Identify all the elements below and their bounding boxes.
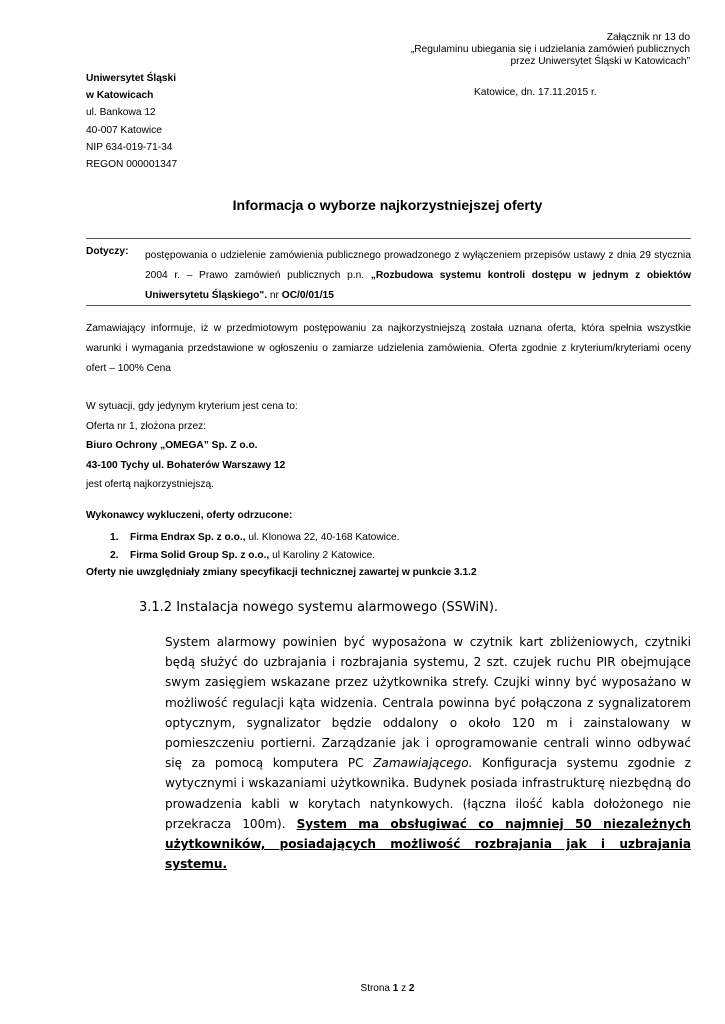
dotyczy-number: OC/0/01/15 <box>281 290 334 301</box>
list-item-number: 1. <box>110 532 119 543</box>
winner-line-2: Oferta nr 1, złożona przez: <box>86 420 207 432</box>
dotyczy-text-1: postępowania o udzielenie zamówienia publicznego prowadzonego z wyłączeniem przepisów ustawy z dnia 29 stycznia 2004 r. – Prawo zamówień publicznych p.n. <box>145 250 691 281</box>
winner-block <box>86 397 298 495</box>
section-body-2: Konfiguracja systemu zgodnie z wytycznymi i wskazaniami użytkownika. Budynek posiada infrastrukturę niezbędną do prowadzenia kabli w korytach natynkowych. (łączna ilość kabla dołożonego nie przekracza 100m). <box>165 756 691 831</box>
intro-paragraph: Zamawiający informuje, iż w przedmiotowym postępowaniu za najkorzystniejszą została uznana oferta, która spełnia wszystkie warunki i wymagania przedstawione w ogłoszeniu o zamiarze udzielenia zamówienia. Oferta zgodnie z kryterium/kryteriami oceny ofert – 100% Cena <box>86 323 691 374</box>
section-body-1: System alarmowy powinien być wyposażona w czytnik kart zbliżeniowych, czytniki będą służyć do uzbrajania i rozbrajania systemu, 2 szt. czujek ruchu PIR obejmujące swym zasięgiem wskazane przez użytkownika strefy. Czujki winny być wyposażano w możliwość regulacji kąta widzenia. Centrala powinna być połączona z sygnalizatorem optycznym, sygnalizator będzie oddalony o około 120 m i zainstalowany w pomieszczeniu portierni. Zarządzanie jak i oprogramowanie centrali winno odbywać się za pomocą komputera PC <box>165 635 691 771</box>
winner-company: Biuro Ochrony „OMEGA” Sp. Z o.o. <box>86 440 258 452</box>
page-footer <box>0 983 725 994</box>
list-item <box>110 529 400 547</box>
dotyczy-label: Dotyczy: <box>86 246 129 257</box>
list-item-number: 2. <box>110 550 119 561</box>
org-name-1: Uniwersytet Śląski <box>86 73 177 84</box>
excluded-heading: Wykonawcy wykluczeni, oferty odrzucone: <box>86 510 293 521</box>
dotyczy-text-2: nr <box>267 290 282 301</box>
org-city: 40-007 Katowice <box>86 124 162 136</box>
section-body-bold: System ma obsługiwać co najmniej 50 niezależnych użytkowników, posiadających możliwość rozbrajania jak i uzbrajania systemu. <box>165 816 691 872</box>
footer-page: 1 <box>392 983 399 994</box>
attachment-line-3: przez Uniwersytet Śląski w Katowicach” <box>510 56 690 67</box>
list-item-address: ul. Klonowa 22, 40-168 Katowice. <box>245 532 400 543</box>
list-item-name: Firma Solid Group Sp. z o.o., <box>130 550 270 561</box>
attachment-line-1: Załącznik nr 13 do <box>606 32 690 43</box>
footer-mid: z <box>398 983 409 994</box>
section-heading: 3.1.2 Instalacja nowego systemu alarmowego (SSWiN). <box>139 600 499 615</box>
winner-address: 43-100 Tychy ul. Bohaterów Warszawy 12 <box>86 459 286 471</box>
dotyczy-text <box>145 246 691 306</box>
dotyczy-title: „Rozbudowa systemu kontroli dostępu w jednym z obiektów Uniwersytetu Śląskiego". <box>145 270 691 301</box>
org-regon: REGON 000001347 <box>86 159 178 171</box>
list-item <box>110 547 400 565</box>
org-name-2: w Katowicach <box>86 90 154 102</box>
divider-top <box>86 238 691 239</box>
excluded-list <box>110 529 400 565</box>
excluded-note: Oferty nie uwzględniały zmiany specyfikacji technicznej zawartej w punkcie 3.1.2 <box>86 567 477 578</box>
document-date: Katowice, dn. 17.11.2015 r. <box>474 87 597 98</box>
org-street: ul. Bankowa 12 <box>86 107 156 119</box>
section-body-italic: Zamawiającego. <box>373 756 473 771</box>
winner-line-3: jest ofertą najkorzystniejszą. <box>86 479 214 491</box>
footer-prefix: Strona <box>360 983 393 994</box>
attachment-line-2: „Regulaminu ubiegania się i udzielania zamówień publicznych <box>410 44 690 55</box>
list-item-address: ul Karoliny 2 Katowice. <box>269 550 376 561</box>
organization-block <box>86 70 177 173</box>
attachment-note <box>411 32 690 68</box>
org-nip: NIP 634-019-71-34 <box>86 141 173 153</box>
footer-total: 2 <box>408 983 415 994</box>
document-title: Informacja o wyborze najkorzystniejszej oferty <box>232 197 543 213</box>
list-item-name: Firma Endrax Sp. z o.o., <box>130 532 246 543</box>
winner-line-1: W sytuacji, gdy jedynym kryterium jest cena to: <box>86 401 298 412</box>
divider-bottom <box>86 305 691 306</box>
section-body <box>165 632 691 874</box>
